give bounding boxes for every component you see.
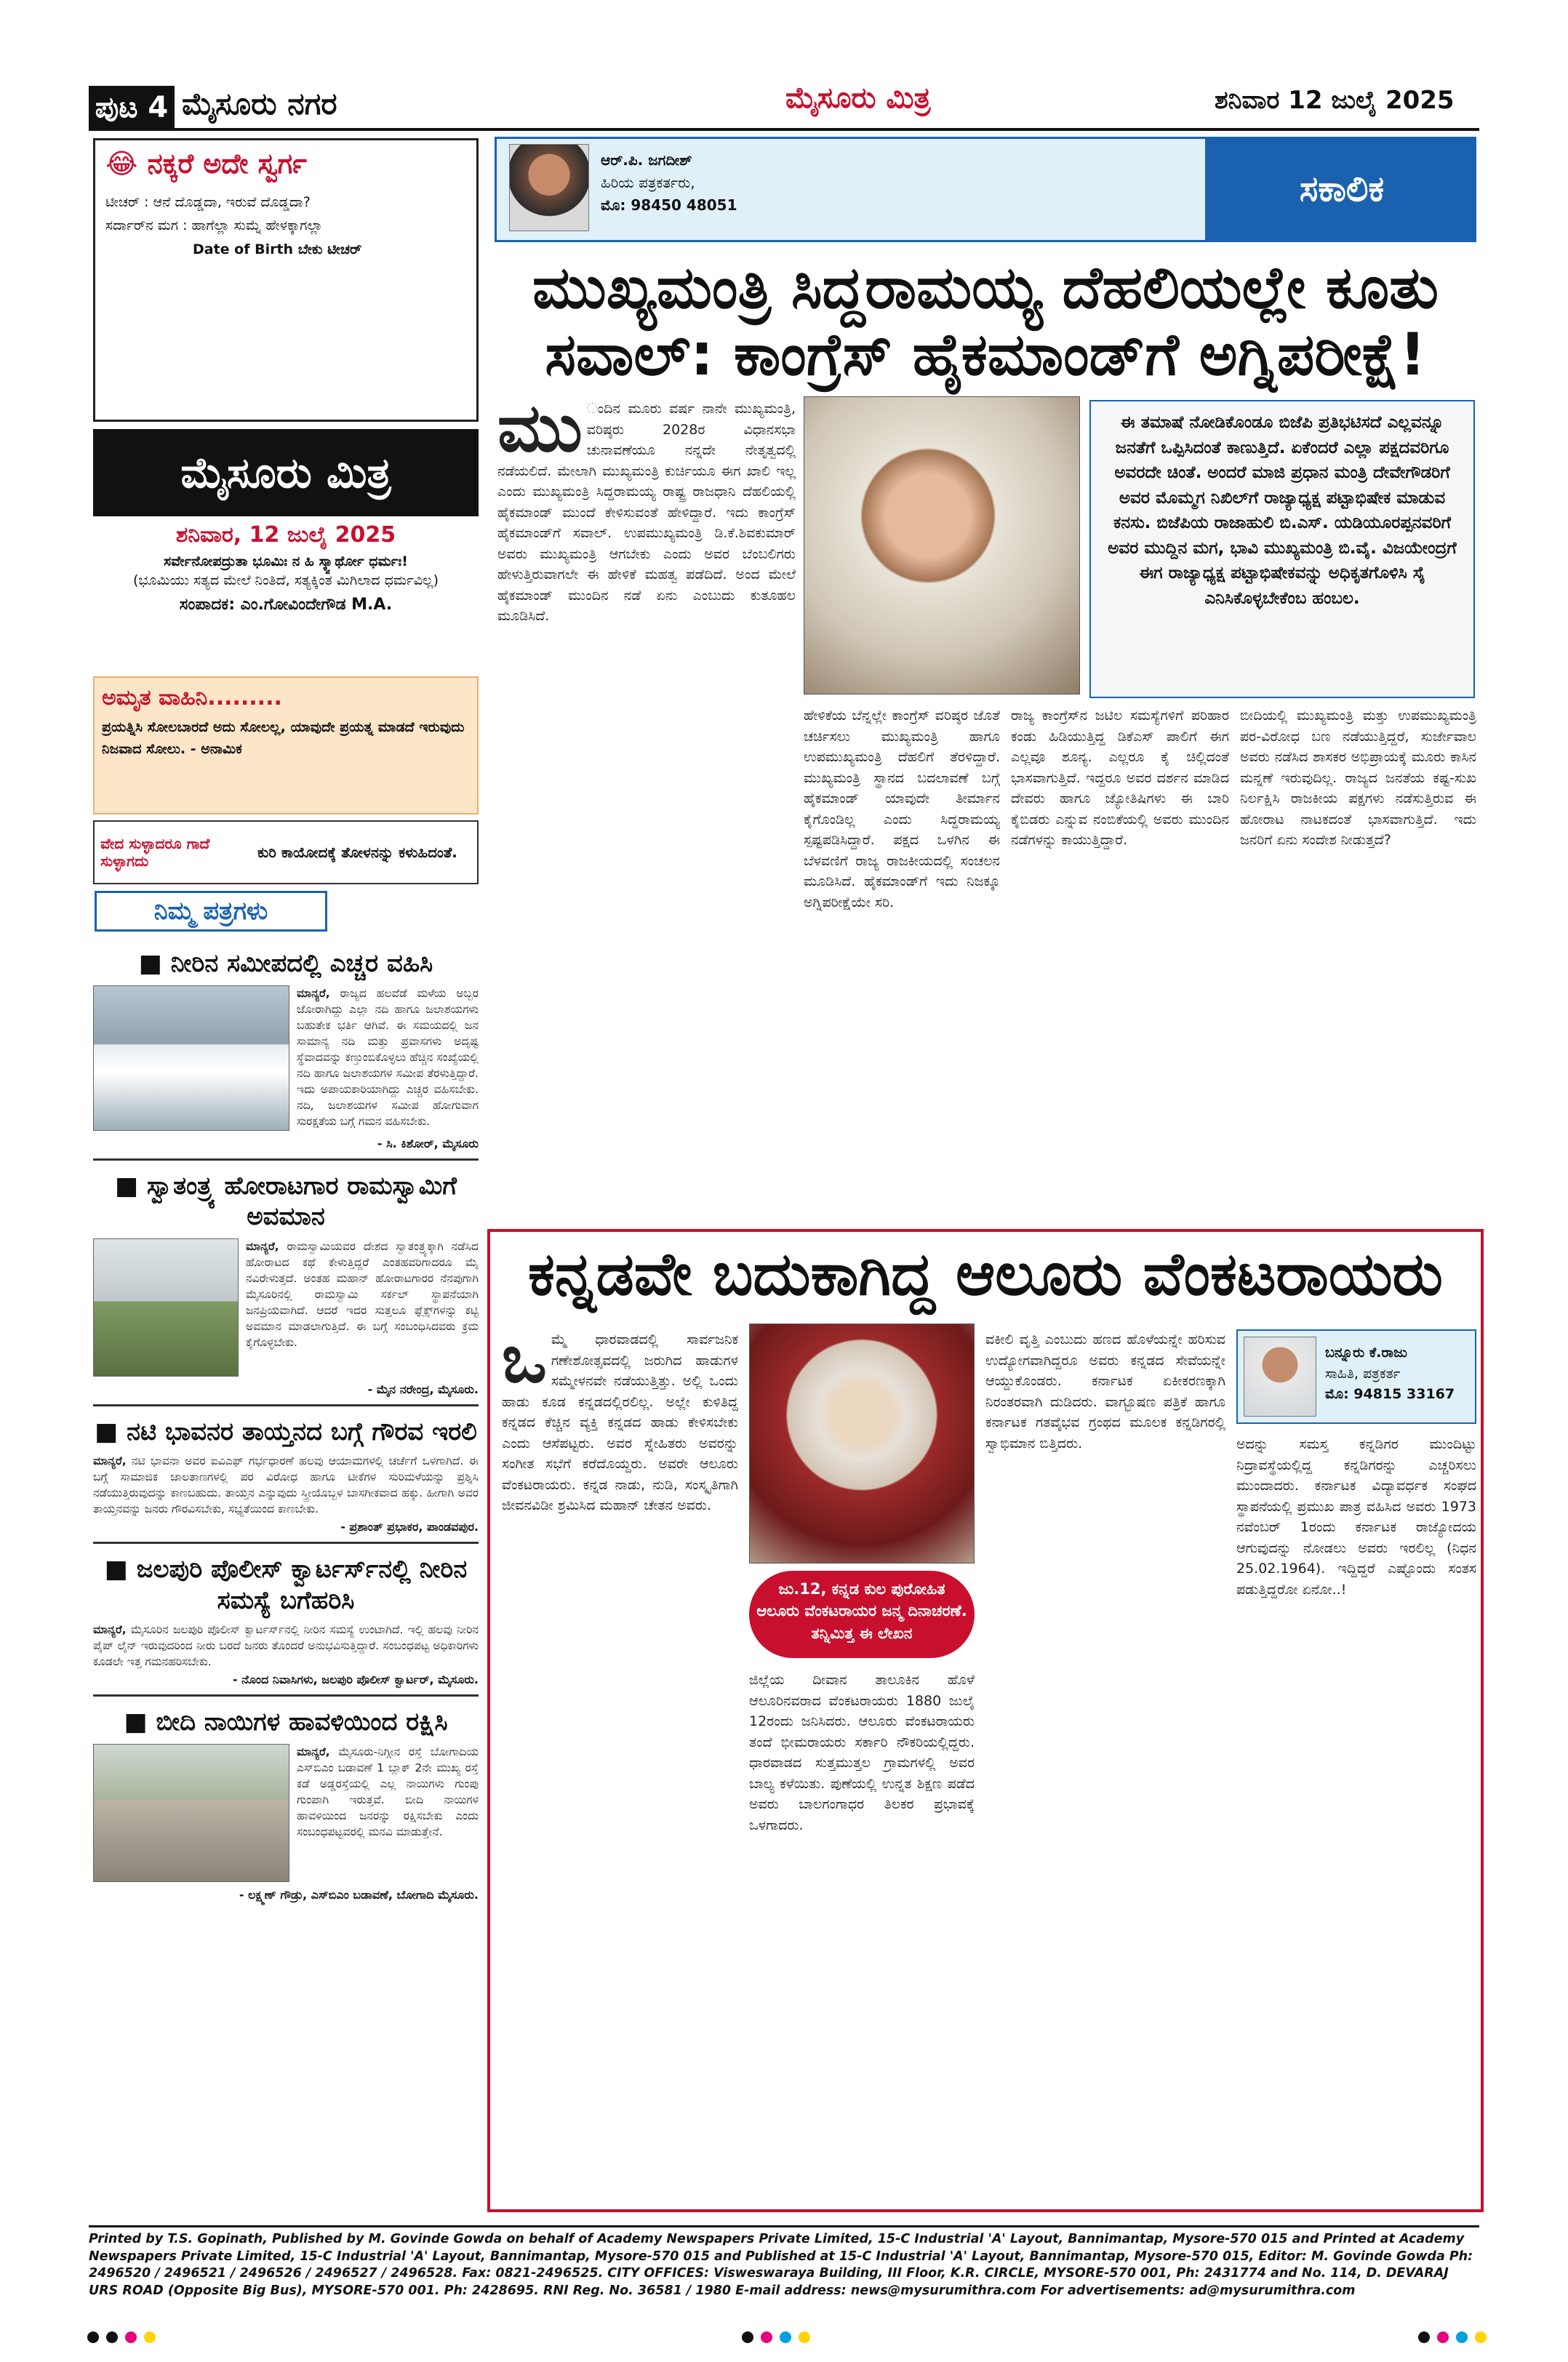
joke-title: 😂 ನಕ್ಕರೆ ಅದೇ ಸ್ವರ್ಗ	[105, 148, 307, 180]
feature-author-name: ಬನ್ನೂರು ಕೆ.ರಾಜು	[1325, 1345, 1407, 1361]
issue-date: ಶನಿವಾರ 12 ಜುಲೈ 2025	[1215, 86, 1455, 115]
letter-signature: - ಲಕ್ಷ್ಮಣ್ ಗೌಡ್ರು, ಎಸ್‌ಬಿಎಂ ಬಡಾವಣೆ, ಬೋಗಾದಿ ಮೈಸೂರು.	[239, 1887, 479, 1902]
pull-quote: ಈ ತಮಾಷೆ ನೋಡಿಕೊಂಡೂ ಬಿಜೆಪಿ ಪ್ರತಿಭಟಿಸದೆ ಎಲ್ಲವನ್ನೂ ಜನತೆಗೆ ಒಪ್ಪಿಸಿದಂತೆ ಕಾಣುತ್ತಿದೆ. ಏಕೆಂದರೆ ಎಲ್ಲಾ ಪಕ್ಷದವರಿಗೂ ಅವರದೇ ಚಿಂತೆ. ಅಂದರೆ ಮಾಜಿ ಪ್ರಧಾನ ಮಂತ್ರಿ ದೇವೇಗೌಡರಿಗೆ ಅವರ ಮೊಮ್ಮಗ ನಿಖಿಲ್‌ಗೆ ರಾಜ್ಯಾಧ್ಯಕ್ಷ ಪಟ್ಟಾಭಿಷೇಕ ಮಾಡುವ ಕನಸು. ಬಿಜೆಪಿಯ ರಾಜಾಹುಲಿ ಬಿ.ಎಸ್. ಯಡಿಯೂರಪ್ಪನವರಿಗೆ ಅವರ ಮುದ್ದಿನ ಮಗ, ಭಾವಿ ಮುಖ್ಯಮಂತ್ರಿ ಬಿ.ವೈ. ವಿಜಯೇಂದ್ರಗೆ ಈಗ ರಾಜ್ಯಾಧ್ಯಕ್ಷ ಪಟ್ಟಾಭಿಷೇಕವನ್ನು ಅಧಿಕೃತಗೊಳಿಸಿ ಸೈ ಎನಿಸಿಕೊಳ್ಳಬೇಕೆಂಬ ಹಂಬಲ.	[1089, 400, 1475, 698]
author-role: ಹಿರಿಯ ಪತ್ರಕರ್ತರು,	[601, 174, 695, 191]
header-rule	[89, 128, 1479, 131]
letter-item: ■ ಜಲಪುರಿ ಪೊಲೀಸ್ ಕ್ವಾರ್ಟರ್ಸ್‌ನಲ್ಲಿ ನೀರಿನ ಸಮಸ್ಯೆ ಬಗೆಹರಿಸಿ ಮಾನ್ಯರೆ, ಮೈಸೂರಿನ ಜಲಪುರಿ ಪೊಲೀಸ್ ಕ್ವಾರ್ಟರ್ಸ್‌ನಲ್ಲಿ ನೀರಿನ ಸಮಸ್ಯೆ ಉಂಟಾಗಿದೆ. ಇಲ್ಲಿ ಹಲವು ನೀರಿನ ಪೈಪ್ ಲೈನ್ ಇರುವುದರಿಂದ ನೀರು ಬರದೆ ಜನರು ತೊಂದರೆ ಅನುಭವಿಸುತ್ತಿದ್ದಾರೆ. ಸಂಬಂಧಪಟ್ಟ ಅಧಿಕಾರಿಗಳು ಕೂಡಲೇ ಇತ್ತ ಗಮನಹರಿಸಬೇಕು. - ನೊಂದ ನಿವಾಸಿಗಳು, ಜಲಪುರಿ ಪೊಲೀಸ್ ಕ್ವಾರ್ಟರ್, ಮೈಸೂರು.	[93, 1555, 479, 1686]
registration-dots-center	[742, 2331, 810, 2343]
portrait-caption: ಜು.12, ಕನ್ನಡ ಕುಲ ಪುರೋಹಿತ ಆಲೂರು ವೆಂಕಟರಾಯರ ಜನ್ಮ ದಿನಾಚರಣೆ. ತನ್ನಿಮಿತ್ತ ಈ ಲೇಖನ	[749, 1571, 975, 1658]
feature-text-2: ಜಿಲ್ಲೆಯ ದೀವಾನ ತಾಲೂಕಿನ ಹೊಳೆ ಆಲೂರಿನವರಾದ ವೆಂಕಟರಾಯರು 1880 ಜುಲೈ 12ರಂದು ಜನಿಸಿದರು. ಆಲೂರು ವೆಂಕಟರಾಯರು ತಂದೆ ಭೀಮರಾಯರು ಸರ್ಕಾರಿ ನೌಕರಿಯಲ್ಲಿದ್ದರು. ಧಾರವಾಡದ ಸುತ್ತಮುತ್ತಲ ಗ್ರಾಮಗಳಲ್ಲಿ ಅವರ ಬಾಲ್ಯ ಕಳೆಯಿತು. ಪುಣೆಯಲ್ಲಿ ಉನ್ನತ ಶಿಕ್ಷಣ ಪಡೆದ ಅವರು ಬಾಲಗಂಗಾಧರ ತಿಲಕರ ಪ್ರಭಾವಕ್ಕೆ ಒಳಗಾದರು.	[749, 1672, 975, 1833]
column-text-2: ಹೇಳಿಕೆಯ ಬೆನ್ನಲ್ಲೇ ಕಾಂಗ್ರೆಸ್ ವರಿಷ್ಠರ ಜೊತೆ ಚರ್ಚಿಸಲು ಮುಖ್ಯಮಂತ್ರಿ ಹಾಗೂ ಉಪಮುಖ್ಯಮಂತ್ರಿ ದೆಹಲಿಗೆ ತೆರಳಿದ್ದಾರೆ. ಮುಖ್ಯಮಂತ್ರಿ ಸ್ಥಾನದ ಬದಲಾವಣೆ ಬಗ್ಗೆ ಹೈಕಮಾಂಡ್ ಯಾವುದೇ ತೀರ್ಮಾನ ಕೈಗೊಂಡಿಲ್ಲ ಎಂದು ಸಿದ್ದರಾಮಯ್ಯ ಸ್ಪಷ್ಟಪಡಿಸಿದ್ದಾರೆ. ಪಕ್ಷದ ಒಳಗಿನ ಈ ಬೆಳವಣಿಗೆ ರಾಜ್ಯ ರಾಜಕೀಯದಲ್ಲಿ ಸಂಚಲನ ಮೂಡಿಸಿದೆ. ಹೈಕಮಾಂಡ್‌ಗೆ ಇದು ನಿಜಕ್ಕೂ ಅಗ್ನಿಪರೀಕ್ಷೆಯೇ ಸರಿ.	[804, 708, 1000, 910]
joke-box	[93, 138, 479, 422]
section-title: ಮೈಸೂರು ನಗರ	[182, 86, 337, 121]
editor-line: ಸಂಪಾದಕ: ಎಂ.ಗೋವಿಂದೇಗೌಡ M.A.	[179, 596, 393, 614]
proverb-left: ವೇದ ಸುಳ್ಳಾದರೂ ಗಾದೆ ಸುಳ್ಳಾಗದು	[100, 835, 210, 870]
column-text-4: ಬೀದಿಯಲ್ಲಿ ಮುಖ್ಯಮಂತ್ರಿ ಮತ್ತು ಉಪಮುಖ್ಯಮಂತ್ರಿ ಪರ-ವಿರೋಧ ಬಣ ನಡೆಯುತ್ತಿದ್ದರೆ, ಸುರ್ಜೇವಾಲ ಅವರು ನಡೆಸಿದ ಶಾಸಕರ ಅಭಿಪ್ರಾಯಕ್ಕೆ ಮೂರು ಕಾಸಿನ ಮನ್ನಣೆ ಇರುವುದಿಲ್ಲ. ರಾಜ್ಯದ ಜನತೆಯ ಕಷ್ಟ-ಸುಖ ನಿರ್ಲಕ್ಷಿಸಿ ರಾಜಕೀಯ ಪಕ್ಷಗಳು ನಡೆಸುತ್ತಿರುವ ಈ ಹೋರಾಟ ನಾಟಕದಂತೆ ಭಾಸವಾಗುತ್ತಿದೆ. ಇದು ಜನರಿಗೆ ಏನು ಸಂದೇಶ ನೀಡುತ್ತದೆ?	[1240, 708, 1476, 848]
letter-item: ■ ನೀರಿನ ಸಮೀಪದಲ್ಲಿ ಎಚ್ಚರ ವಹಿಸಿ ಮಾನ್ಯರೆ, ರಾಜ್ಯದ ಹಲವೆಡೆ ಮಳೆಯ ಅಬ್ಬರ ಜೋರಾಗಿದ್ದು ಎಲ್ಲಾ ನದಿ ಹಾಗೂ ಜಲಾಶಯಗಳು ಬಹುತೇಕ ಭರ್ತಿ ಆಗಿವೆ. ಈ ಸಮಯದಲ್ಲಿ ಜನ ಸಾಮಾನ್ಯ ನದಿ ಮತ್ತು ಪ್ರವಾಸಗಳು ಅದೃಷ್ಟ ಸ್ಥೆವಾದವನ್ನು ಕಣ್ತುಂಬಿಕೊಳ್ಳಲು ಹೆಚ್ಚಿನ ಸಂಖ್ಯೆಯಲ್ಲಿ ನದಿ ಹಾಗೂ ಜಲಾಶಯಗಳ ಸಮೀಪ ತೆರಳುತ್ತಿದ್ದಾರೆ. ಇದು ಅಪಾಯಕಾರಿಯಾಗಿದ್ದು ಎಚ್ಚರ ವಹಿಸಬೇಕು. ನದಿ, ಜಲಾಶಯಗಳ ಸಮೀಪ ಹೋಗುವಾಗ ಸುರಕ್ಷತೆಯ ಬಗ್ಗೆ ಗಮನ ವಹಿಸಬೇಕು. - ಸಿ. ಕಿಶೋರ್, ಮೈಸೂರು	[93, 948, 479, 1151]
headline-line-2: ಸವಾಲ್: ಕಾಂಗ್ರೆಸ್ ಹೈಕಮಾಂಡ್‌ಗೆ ಅಗ್ನಿಪರೀಕ್ಷೆ!	[545, 321, 1426, 388]
page-number: ಪುಟ 4	[89, 86, 175, 129]
letter-item: ■ ನಟಿ ಭಾವನರ ತಾಯ್ತನದ ಬಗ್ಗೆ ಗೌರವ ಇರಲಿ ಮಾನ್ಯರೆ, ನಟಿ ಭಾವನಾ ಅವರ ಐವಿಎಫ್ ಗರ್ಭಧಾರಣೆ ಹಲವು ಆಯಾಮಗಳಲ್ಲಿ ಚರ್ಚೆಗೆ ಒಳಗಾಗಿದೆ. ಈ ಬಗ್ಗೆ ಸಾಮಾಜಿಕ ಜಾಲತಾಣಗಳಲ್ಲಿ ಪರ ವಿರೋಧ ಹಾಗೂ ಟೀಕೆಗಳ ಸುರಿಮಳೆಯನ್ನು ಪ್ರಶ್ನಿಸಿ ನಡೆಯುತ್ತಿರುವುದನ್ನು ಕಾಣಬಹುದು. ತಾಯ್ತನ ಎನ್ನುವುದು ಸ್ತ್ರೀಯೊಬ್ಬಳ ಬಾಸಗೀಕವಾದ ಹಕ್ಕು. ಹೀಗಾಗಿ ಅವರ ತಾಯ್ತನವನ್ನು ಜನರು ಗೌರವಿಸಬೇಕು, ಸಭ್ಯತೆಯಿಂದ ಕಾಣಬೇಕು. - ಪ್ರಶಾಂತ್ ಪ್ರಭಾಕರ, ಪಾಂಡವಪುರ.	[93, 1417, 479, 1534]
author-name: ಆರ್.ಪಿ. ಜಗದೀಶ್	[601, 151, 692, 169]
feature-author-photo	[1244, 1337, 1316, 1417]
imprint-line: Printed by T.S. Gopinath, Published by M. Govinde Gowda on behalf of Academy Newspapers Private Limited, 15-C Industrial 'A' Layout, Bannimantap, Mysore-570 015 and Printed at Academy Newspapers Private Limited, 15-C Industrial 'A' Layout, Bannimantap, Mysore-570 015 and Published at 15-C Industrial 'A' Layout, Bannimantap, Mysore-570 015, Editor: M. Govinde Gowda Ph: 2496520 / 2496521 / 2496526 / 2496527 / 2496528. Fax: 0821-2496525. CITY OFFICES: Visweswaraya Building, III Floor, K.R. CIRCLE, MYSORE-570 001, Ph: 2431774 and No. 114, D. DEVARAJ URS ROAD (Opposite Big Bus), MYSORE-570 001. Ph: 2428695. RNI Reg. No. 36581 / 1980 E-mail address: news@mysurumithra.com For advertisements: ad@mysurumithra.com	[89, 2232, 1473, 2298]
feature-text-1: ಒ ಮ್ಮೆ ಧಾರವಾಡದಲ್ಲಿ ಸಾರ್ವಜನಿಕ ಗಣೇಶೋತ್ಸವದಲ್ಲಿ ಜರುಗಿದ ಹಾಡುಗಳ ಸಮ್ಮೇಳನವೇ ನಡೆಯುತ್ತಿತ್ತು. ಅಲ್ಲಿ ಒಂದು ಹಾಡು ಕೂಡ ಕನ್ನಡದಲ್ಲಿರಲಿಲ್ಲ. ಅಲ್ಲೇ ಕುಳಿತಿದ್ದ ಕನ್ನಡದ ಕೆಚ್ಚಿನ ವ್ಯಕ್ತಿ ಕನ್ನಡದ ಹಾಡು ಕೇಳಿಸಬೇಕು ಎಂದು ಆಸೆಪಟ್ಟರು. ಅವರ ಸ್ನೇಹಿತರು ಅವರನ್ನು ಸಂಗೀತ ಸಭೆಗೆ ಕರೆದೊಯ್ದರು. ಅವರೇ ಆಲೂರು ವೆಂಕಟರಾಯರು. ಕನ್ನಡ ನಾಡು, ನುಡಿ, ಸಂಸ್ಕೃತಿಗಾಗಿ ಜೀವನವಿಡೀ ಶ್ರಮಿಸಿದ ಮಹಾನ್ ಚೇತನ ಅವರು.	[502, 1329, 738, 1513]
letters-column	[93, 938, 479, 1902]
letter-body: ರಾಮಸ್ವಾಮಿಯವರ ದೇಶದ ಸ್ವಾತಂತ್ರ್ಯಕ್ಕಾಗಿ ನಡೆಸಿದ ಹೋರಾಟದ ಕಥೆ ಕೇಳುತ್ತಿದ್ದರೆ ಎಂತಹವರಿಗಾದರೂ ಮೈ ನವಿರೇಳುತ್ತದೆ. ಅಂತಹ ಮಹಾನ್ ಹೋರಾಟಗಾರರ ನೆನಪುಗಾಗಿ ಮೈಸೂರಿನಲ್ಲಿ ರಾಮಸ್ವಾಮಿ ಸರ್ಕಲ್ ಸ್ಥಾಪನೆಯಾಗಿ ಜನಪ್ರಿಯವಾಗಿದೆ. ಆದರೆ ಇದರ ಸುತ್ತಲೂ ಫ್ಲೆಕ್ಸ್‌ಗಳನ್ನು ಕಟ್ಟಿ ಅವಮಾನ ಮಾಡಲಾಗುತ್ತಿದೆ. ಈ ಬಗ್ಗೆ ಸಂಬಂಧಿಸಿದವರು ಕ್ರಮ ಕೈಗೊಳ್ಳಬೇಕು.	[246, 1239, 479, 1349]
feature-text-3: ವಕೀಲಿ ವೃತ್ತಿ ಎಂಬುದು ಹಣದ ಹೊಳೆಯನ್ನೇ ಹರಿಸುವ ಉದ್ಯೋಗವಾಗಿದ್ದರೂ ಅವರು ಕನ್ನಡದ ಸೇವೆಯನ್ನೇ ಆಯ್ದುಕೊಂಡರು. ಕರ್ನಾಟಕ ಏಕೀಕರಣಕ್ಕಾಗಿ ನಿರಂತರವಾಗಿ ದುಡಿದರು. ವಾಗ್ಭೂಷಣ ಪತ್ರಿಕೆ ಹಾಗೂ ಕರ್ನಾಟಕ ಗತವೈಭವ ಗ್ರಂಥದ ಮೂಲಕ ಕನ್ನಡಿಗರಲ್ಲಿ ಸ್ವಾಭಿಮಾನ ಬಿತ್ತಿದರು.	[985, 1332, 1225, 1452]
masthead-logo: ಮೈಸೂರು ಮಿತ್ರ	[93, 429, 479, 516]
feature-headline: ಕನ್ನಡವೇ ಬದುಕಾಗಿದ್ದ ಆಲೂರು ವೆಂಕಟರಾಯರು	[528, 1240, 1443, 1309]
letter-headline: ■ ಜಲಪುರಿ ಪೊಲೀಸ್ ಕ್ವಾರ್ಟರ್ಸ್‌ನಲ್ಲಿ ನೀರಿನ ಸಮಸ್ಯೆ ಬಗೆಹರಿಸಿ	[104, 1555, 468, 1615]
amrutha-text: ಪ್ರಯತ್ನಿಸಿ ಸೋಲಬಾರದೆ ಅದು ಸೋಲಲ್ಲ, ಯಾವುದೇ ಪ್ರಯತ್ನ ಮಾಡದೆ ಇರುವುದು ನಿಜವಾದ ಸೋಲು. - ಅನಾಮಿಕ	[102, 719, 465, 758]
letter-body: ರಾಜ್ಯದ ಹಲವೆಡೆ ಮಳೆಯ ಅಬ್ಬರ ಜೋರಾಗಿದ್ದು ಎಲ್ಲಾ ನದಿ ಹಾಗೂ ಜಲಾಶಯಗಳು ಬಹುತೇಕ ಭರ್ತಿ ಆಗಿವೆ. ಈ ಸಮಯದಲ್ಲಿ ಜನ ಸಾಮಾನ್ಯ ನದಿ ಮತ್ತು ಪ್ರವಾಸಗಳು ಅದೃಷ್ಟ ಸ್ಥೆವಾದವನ್ನು ಕಣ್ತುಂಬಿಕೊಳ್ಳಲು ಹೆಚ್ಚಿನ ಸಂಖ್ಯೆಯಲ್ಲಿ ನದಿ ಹಾಗೂ ಜಲಾಶಯಗಳ ಸಮೀಪ ತೆರಳುತ್ತಿದ್ದಾರೆ. ಇದು ಅಪಾಯಕಾರಿಯಾಗಿದ್ದು ಎಚ್ಚರ ವಹಿಸಬೇಕು. ನದಿ, ಜಲಾಶಯಗಳ ಸಮೀಪ ಹೋಗುವಾಗ ಸುರಕ್ಷತೆಯ ಬಗ್ಗೆ ಗಮನ ವಹಿಸಬೇಕು.	[297, 986, 479, 1128]
headline-line-1: ಮುಖ್ಯಮಂತ್ರಿ ಸಿದ್ದರಾಮಯ್ಯ ದೆಹಲಿಯಲ್ಲೇ ಕೂತು	[532, 254, 1439, 321]
datebox-date: ಶನಿವಾರ, 12 ಜುಲೈ 2025	[175, 522, 396, 548]
author-info	[601, 149, 737, 217]
masthead: ಮೈಸೂರು ಮಿತ್ರ	[785, 81, 931, 115]
letter-body: ನಟಿ ಭಾವನಾ ಅವರ ಐವಿಎಫ್ ಗರ್ಭಧಾರಣೆ ಹಲವು ಆಯಾಮಗಳಲ್ಲಿ ಚರ್ಚೆಗೆ ಒಳಗಾಗಿದೆ. ಈ ಬಗ್ಗೆ ಸಾಮಾಜಿಕ ಜಾಲತಾಣಗಳಲ್ಲಿ ಪರ ವಿರೋಧ ಹಾಗೂ ಟೀಕೆಗಳ ಸುರಿಮಳೆಯನ್ನು ಪ್ರಶ್ನಿಸಿ ನಡೆಯುತ್ತಿರುವುದನ್ನು ಕಾಣಬಹುದು. ತಾಯ್ತನ ಎನ್ನುವುದು ಸ್ತ್ರೀಯೊಬ್ಬಳ ಬಾಸಗೀಕವಾದ ಹಕ್ಕು. ಹೀಗಾಗಿ ಅವರ ತಾಯ್ತನವನ್ನು ಜನರು ಗೌರವಿಸಬೇಕು, ಸಭ್ಯತೆಯಿಂದ ಕಾಣಬೇಕು.	[93, 1454, 479, 1516]
feature-text-4: ಅದನ್ನು ಸಮಸ್ತ ಕನ್ನಡಿಗರ ಮುಂದಿಟ್ಟು ನಿದ್ರಾವಸ್ಥೆಯಲ್ಲಿದ್ದ ಕನ್ನಡಿಗರನ್ನು ಎಚ್ಚರಿಸಲು ಮುಂದಾದರು. ಕರ್ನಾಟಕ ವಿದ್ಯಾವರ್ಧಕ ಸಂಘದ ಸ್ಥಾಪನೆಯಲ್ಲಿ ಪ್ರಮುಖ ಪಾತ್ರ ವಹಿಸಿದ ಅವರು 1973 ನವೆಂಬರ್ 1ರಂದು ಕರ್ನಾಟಕ ರಾಜ್ಯೋದಯ ಆಗುವುದನ್ನು ನೋಡಲು ಅವರು ಇರಲಿಲ್ಲ (ನಿಧನ 25.02.1964). ಇದ್ದಿದ್ದರೆ ಎಷ್ಟೊಂದು ಸಂತಸ ಪಡುತ್ತಿದ್ದರೋ ಏನೋ..!	[1236, 1436, 1476, 1598]
letter-headline: ■ ಸ್ವಾತಂತ್ರ್ಯ ಹೋರಾಟಗಾರ ರಾಮಸ್ವಾಮಿಗೆ ಅವಮಾನ	[114, 1171, 457, 1231]
divider	[93, 1542, 479, 1544]
main-headline	[495, 255, 1476, 388]
proverb-box	[93, 820, 479, 884]
proverb-right: ಕುರಿ ಕಾಯೋದಕ್ಕೆ ತೋಳನನ್ನು ಕಳುಹಿದಂತೆ.	[257, 844, 457, 861]
amrutha-vahini-box	[93, 676, 479, 814]
letter-headline: ■ ನೀರಿನ ಸಮೀಪದಲ್ಲಿ ಎಚ್ಚರ ವಹಿಸಿ	[138, 949, 433, 978]
author-phone: ಮೊ: 98450 48051	[601, 196, 737, 214]
stray-dogs-photo	[93, 1744, 289, 1882]
sanskrit-line: ಸರ್ವೇನೋಪದ್ರುತಾ ಭೂಮಿಃ ನ ಹಿ ಸ್ಕ್ವಾರ್ಥೋ ಧರ್ಮಃ!	[164, 553, 408, 569]
feature-author-role: ಸಾಹಿತಿ, ಪತ್ರಕರ್ತ	[1325, 1365, 1401, 1382]
letter-headline: ■ ನಟಿ ಭಾವನರ ತಾಯ್ತನದ ಬಗ್ಗೆ ಗೌರವ ಇರಲಿ	[95, 1417, 477, 1446]
letter-signature: - ಸಿ. ಕಿಶೋರ್, ಮೈಸೂರು	[377, 1136, 479, 1150]
divider	[93, 1158, 479, 1161]
letter-item: ■ ಬೀದಿ ನಾಯಿಗಳ ಹಾವಳಿಯಿಂದ ರಕ್ಷಿಸಿ ಮಾನ್ಯರೆ, ಮೈಸೂರು-ನಿಗ್ಗೀನ ರಸ್ತೆ ಬೋಗಾದಿಯ ಎಸ್‌ಬಿಎಂ ಬಡಾವಣೆ 1 ಬ್ಲಾಕ್ 2ನೇ ಮುಖ್ಯ ರಸ್ತೆ ಕಡೆ ಅಡ್ಡರಸ್ತೆಯಲ್ಲಿ ಎಲ್ಲ ನಾಯಿಗಳು ಗುಂಪು ಗುಂಪಾಗಿ ಇರುತ್ತವೆ. ಬೀದಿ ನಾಯಿಗಳ ಹಾವಳಿಯಿಂದ ಜನರನ್ನು ರಕ್ಷಿಸಬೇಕು ಎಂದು ಸಂಬಂಧಪಟ್ಟವರಲ್ಲಿ ಮನವಿ ಮಾಡುತ್ತೇನೆ. - ಲಕ್ಷ್ಮಣ್ ಗೌಡ್ರು, ಎಸ್‌ಬಿಎಂ ಬಡಾವಣೆ, ಬೋಗಾದಿ ಮೈಸೂರು.	[93, 1707, 479, 1902]
letters-section-tag: ನಿಮ್ಮ ಪತ್ರಗಳು	[95, 891, 327, 932]
drop-cap: ಒ	[502, 1329, 547, 1398]
letter-signature: - ನೊಂದ ನಿವಾಸಿಗಳು, ಜಲಪುರಿ ಪೊಲೀಸ್ ಕ್ವಾರ್ಟರ್, ಮೈಸೂರು.	[232, 1673, 479, 1686]
letter-signature: - ಮೈನ ನರೇಂದ್ರ, ಮೈಸೂರು.	[367, 1382, 479, 1396]
joke-line: ಸರ್ದಾರ್‌ನ ಮಗ : ಹಾಗೆಲ್ಲಾ ಸುಮ್ನೆ ಹೇಳಕ್ಕಾಗಲ್ಲಾ	[105, 217, 323, 234]
amrutha-title: ಅಮೃತ ವಾಹಿನಿ.........	[102, 685, 282, 710]
letter-body: ಮೈಸೂರಿನ ಜಲಪುರಿ ಪೊಲೀಸ್ ಕ್ವಾರ್ಟರ್ಸ್‌ನಲ್ಲಿ ನೀರಿನ ಸಮಸ್ಯೆ ಉಂಟಾಗಿದೆ. ಇಲ್ಲಿ ಹಲವು ನೀರಿನ ಪೈಪ್ ಲೈನ್ ಇರುವುದರಿಂದ ನೀರು ಬರದೆ ಜನರು ತೊಂದರೆ ಅನುಭವಿಸುತ್ತಿದ್ದಾರೆ. ಸಂಬಂಧಪಟ್ಟ ಅಧಿಕಾರಿಗಳು ಕೂಡಲೇ ಇತ್ತ ಗಮನಹರಿಸಬೇಕು.	[93, 1623, 479, 1668]
alur-venkatarao-portrait	[749, 1324, 975, 1564]
footer-rule	[89, 2225, 1479, 2227]
joke-line: ಟೀಚರ್ : ಆನೆ ದೊಡ್ಡದಾ, ಇರುವೆ ದೊಡ್ಡದಾ?	[105, 194, 311, 210]
feature-author-info	[1325, 1342, 1455, 1405]
chief-minister-photo	[804, 396, 1080, 694]
feature-author-phone: ಮೊ: 94815 33167	[1325, 1386, 1455, 1402]
letter-headline: ■ ಬೀದಿ ನಾಯಿಗಳ ಹಾವಳಿಯಿಂದ ರಕ್ಷಿಸಿ	[124, 1708, 448, 1737]
laugh-icon: 😂	[105, 148, 138, 180]
author-photo	[509, 144, 589, 231]
date-box	[93, 522, 479, 668]
statue-circle-photo	[93, 1238, 239, 1377]
dam-photo	[93, 985, 289, 1131]
registration-dots-right	[1418, 2331, 1487, 2343]
column-text-3: ರಾಜ್ಯ ಕಾಂಗ್ರೆಸ್‌ನ ಜಟಿಲ ಸಮಸ್ಯೆಗಳಿಗೆ ಪರಿಹಾರ ಕಂಡು ಹಿಡಿಯುತ್ತಿದ್ದ ಡಿಕೆಎಸ್ ಪಾಲಿಗೆ ಈಗ ಎಲ್ಲವೂ ಶೂನ್ಯ. ಎಲ್ಲರೂ ಕೈ ಚಿಲ್ಲಿದಂತೆ ಭಾಸವಾಗುತ್ತಿದೆ. ಇದ್ದರೂ ಅವರ ದರ್ಶನ ಮಾಡಿದ ದೇವರು ಹಾಗೂ ಜ್ಯೋತಿಷಿಗಳು ಈ ಬಾರಿ ಕೈಬಿಡರು ಎನ್ನುವ ನಂಬಿಕೆಯಲ್ಲಿ ಅವರು ಮುಂದಿನ ನಡೆಗಳನ್ನು ಕಾಯುತ್ತಿದ್ದಾರೆ.	[1011, 708, 1229, 848]
column-text-1: ಮು ಂದಿನ ಮೂರು ವರ್ಷ ನಾನೇ ಮುಖ್ಯಮಂತ್ರಿ, ವರಿಷ್ಠರು 2028ರ ವಿಧಾನಸಭಾ ಚುನಾವಣೆಯೂ ನನ್ನದೇ ನೇತೃತ್ವದಲ್ಲಿ ನಡೆಯಲಿದೆ. ಮೇಲಾಗಿ ಮುಖ್ಯಮಂತ್ರಿ ಕುರ್ಚಿಯೂ ಈಗ ಖಾಲಿ ಇಲ್ಲ ಎಂದು ಮುಖ್ಯಮಂತ್ರಿ ಸಿದ್ದರಾಮಯ್ಯ ರಾಷ್ಟ್ರ ರಾಜಧಾನಿ ದೆಹಲಿಯಲ್ಲಿ ಹೈಕಮಾಂಡ್ ಮುಂದೆ ಕೇಳಿಸುವಂತೆ ಹೇಳಿದ್ದಾರೆ. ಇದು ಕಾಂಗ್ರೆಸ್ ಹೈಕಮಾಂಡ್‌ಗೆ ಸವಾಲ್. ಉಪಮುಖ್ಯಮಂತ್ರಿ ಡಿ.ಕೆ.ಶಿವಕುಮಾರ್ ಅವರು ಮುಖ್ಯಮಂತ್ರಿ ಆಗಬೇಕು ಎಂದು ಅವರ ಬೆಂಬಲಿಗರು ಹೇಳುತ್ತಿರುವಾಗಲೇ ಈ ಹೇಳಿಕೆ ಮಹತ್ವ ಪಡೆದಿದೆ. ಅಂದ ಮೇಲೆ ಹೈಕಮಾಂಡ್ ಮುಂದಿನ ನಡೆ ಏನು ಎಂಬುದು ಕುತೂಹಲ ಮೂಡಿಸಿದೆ.	[497, 399, 796, 624]
joke-line: Date of Birth ಬೇಕು ಟೀಚರ್	[193, 241, 362, 257]
sanskrit-meaning: (ಭೂಮಿಯು ಸತ್ಯದ ಮೇಲೆ ನಿಂತಿದೆ, ಸತ್ಯಕ್ಕಿಂತ ಮಿಗಿಲಾದ ಧರ್ಮವಿಲ್ಲ)	[132, 572, 439, 588]
letter-signature: - ಪ್ರಶಾಂತ್ ಪ್ರಭಾಕರ, ಪಾಂಡವಪುರ.	[340, 1520, 479, 1534]
divider	[93, 1694, 479, 1697]
letter-item: ■ ಸ್ವಾತಂತ್ರ್ಯ ಹೋರಾಟಗಾರ ರಾಮಸ್ವಾಮಿಗೆ ಅವಮಾನ ಮಾನ್ಯರೆ, ರಾಮಸ್ವಾಮಿಯವರ ದೇಶದ ಸ್ವಾತಂತ್ರ್ಯಕ್ಕಾಗಿ ನಡೆಸಿದ ಹೋರಾಟದ ಕಥೆ ಕೇಳುತ್ತಿದ್ದರೆ ಎಂತಹವರಿಗಾದರೂ ಮೈ ನವಿರೇಳುತ್ತದೆ. ಅಂತಹ ಮಹಾನ್ ಹೋರಾಟಗಾರರ ನೆನಪುಗಾಗಿ ಮೈಸೂರಿನಲ್ಲಿ ರಾಮಸ್ವಾಮಿ ಸರ್ಕಲ್ ಸ್ಥಾಪನೆಯಾಗಿ ಜನಪ್ರಿಯವಾಗಿದೆ. ಆದರೆ ಇದರ ಸುತ್ತಲೂ ಫ್ಲೆಕ್ಸ್‌ಗಳನ್ನು ಕಟ್ಟಿ ಅವಮಾನ ಮಾಡಲಾಗುತ್ತಿದೆ. ಈ ಬಗ್ಗೆ ಸಂಬಂಧಿಸಿದವರು ಕ್ರಮ ಕೈಗೊಳ್ಳಬೇಕು. - ಮೈನ ನರೇಂದ್ರ, ಮೈಸೂರು.	[93, 1171, 479, 1397]
registration-dots-left	[87, 2331, 156, 2343]
drop-cap: ಮು	[497, 399, 583, 467]
column-tag: ಸಕಾಲಿಕ	[1207, 137, 1476, 242]
divider	[93, 1404, 479, 1406]
letter-body: ಮೈಸೂರು-ನಿಗ್ಗೀನ ರಸ್ತೆ ಬೋಗಾದಿಯ ಎಸ್‌ಬಿಎಂ ಬಡಾವಣೆ 1 ಬ್ಲಾಕ್ 2ನೇ ಮುಖ್ಯ ರಸ್ತೆ ಕಡೆ ಅಡ್ಡರಸ್ತೆಯಲ್ಲಿ ಎಲ್ಲ ನಾಯಿಗಳು ಗುಂಪು ಗುಂಪಾಗಿ ಇರುತ್ತವೆ. ಬೀದಿ ನಾಯಿಗಳ ಹಾವಳಿಯಿಂದ ಜನರನ್ನು ರಕ್ಷಿಸಬೇಕು ಎಂದು ಸಂಬಂಧಪಟ್ಟವರಲ್ಲಿ ಮನವಿ ಮಾಡುತ್ತೇನೆ.	[297, 1745, 479, 1838]
